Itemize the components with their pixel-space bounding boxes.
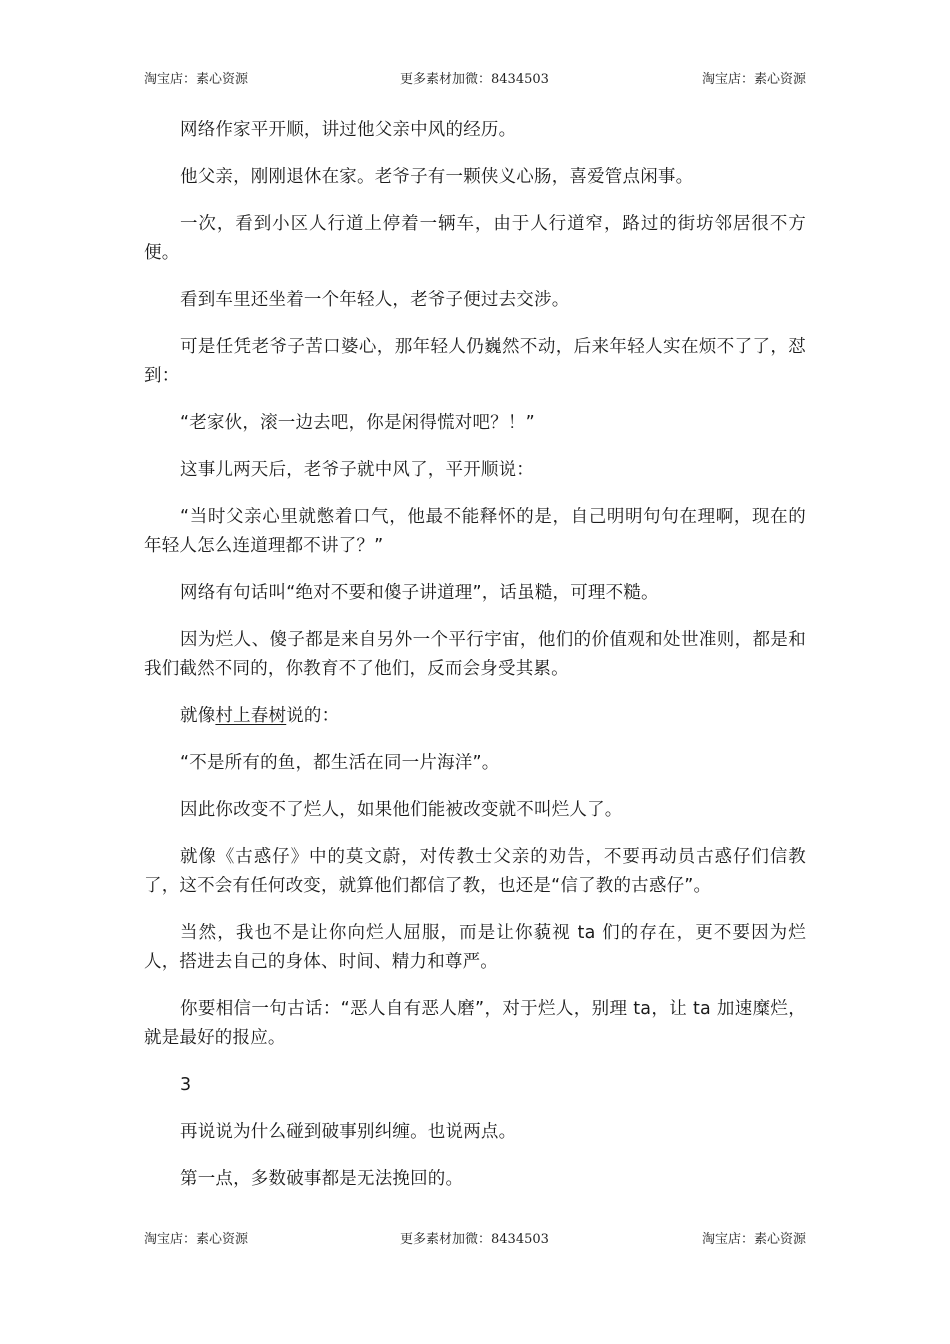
paragraph-text: 说的： bbox=[286, 706, 340, 726]
article-body bbox=[144, 116, 806, 1194]
paragraph: 一次，看到小区人行道上停着一辆车，由于人行道窄，路过的街坊邻居很不方便。 bbox=[144, 214, 806, 263]
paragraph: 就像《古惑仔》中的莫文蔚，对传教士父亲的劝告，不要再动员古惑仔们信教了，这不会有任何改变，就算他们都信了教，也还是“信了教的古惑仔”。 bbox=[144, 847, 806, 896]
paragraph: 当然，我也不是让你向烂人屈服，而是让你藐视 ta 们的存在，更不要因为烂人，搭进去自己的身体、时间、精力和尊严。 bbox=[144, 923, 806, 972]
page-header bbox=[144, 68, 806, 88]
header-left: 淘宝店：素心资源 bbox=[144, 72, 249, 87]
paragraph: 看到车里还坐着一个年轻人，老爷子便过去交涉。 bbox=[180, 290, 570, 310]
paragraph: 再说说为什么碰到破事别纠缠。也说两点。 bbox=[180, 1122, 517, 1142]
paragraph: 可是任凭老爷子苦口婆心，那年轻人仍巍然不动，后来年轻人实在烦不了了，怼到： bbox=[144, 337, 806, 386]
quote-paragraph: “老家伙，滚一边去吧，你是闲得慌对吧？！” bbox=[180, 413, 535, 433]
paragraph: 他父亲，刚刚退休在家。老爷子有一颗侠义心肠，喜爱管点闲事。 bbox=[180, 167, 694, 187]
footer-left: 淘宝店：素心资源 bbox=[144, 1232, 249, 1247]
paragraph: 网络有句话叫“绝对不要和傻子讲道理”，话虽糙，可理不糙。 bbox=[180, 583, 659, 603]
footer-center: 更多素材加微：8434503 bbox=[400, 1232, 549, 1247]
page-footer bbox=[144, 1228, 806, 1248]
paragraph: 第一点，多数破事都是无法挽回的。 bbox=[180, 1169, 464, 1189]
paragraph: 你要相信一句古话：“恶人自有恶人磨”，对于烂人，别理 ta，让 ta 加速糜烂，就是最好的报应。 bbox=[144, 999, 806, 1048]
paragraph bbox=[144, 702, 806, 731]
paragraph: 因此你改变不了烂人，如果他们能被改变就不叫烂人了。 bbox=[180, 800, 623, 820]
footer-right: 淘宝店：素心资源 bbox=[701, 1232, 806, 1247]
quote-paragraph: “不是所有的鱼，都生活在同一片海洋”。 bbox=[180, 753, 500, 773]
header-right: 淘宝店：素心资源 bbox=[701, 72, 806, 87]
author-link[interactable]: 村上春树 bbox=[215, 706, 287, 726]
quote-paragraph: “当时父亲心里就憋着口气，他最不能释怀的是，自己明明句句在理啊，现在的年轻人怎么连道理都不讲了？” bbox=[144, 507, 806, 556]
header-center: 更多素材加微：8434503 bbox=[400, 72, 549, 87]
section-number: 3 bbox=[180, 1075, 192, 1095]
paragraph: 因为烂人、傻子都是来自另外一个平行宇宙，他们的价值观和处世准则，都是和我们截然不同的，你教育不了他们，反而会身受其累。 bbox=[144, 630, 806, 679]
paragraph-text: 就像 bbox=[180, 706, 216, 726]
paragraph: 这事儿两天后，老爷子就中风了，平开顺说： bbox=[180, 460, 534, 480]
paragraph: 网络作家平开顺，讲过他父亲中风的经历。 bbox=[180, 120, 517, 140]
